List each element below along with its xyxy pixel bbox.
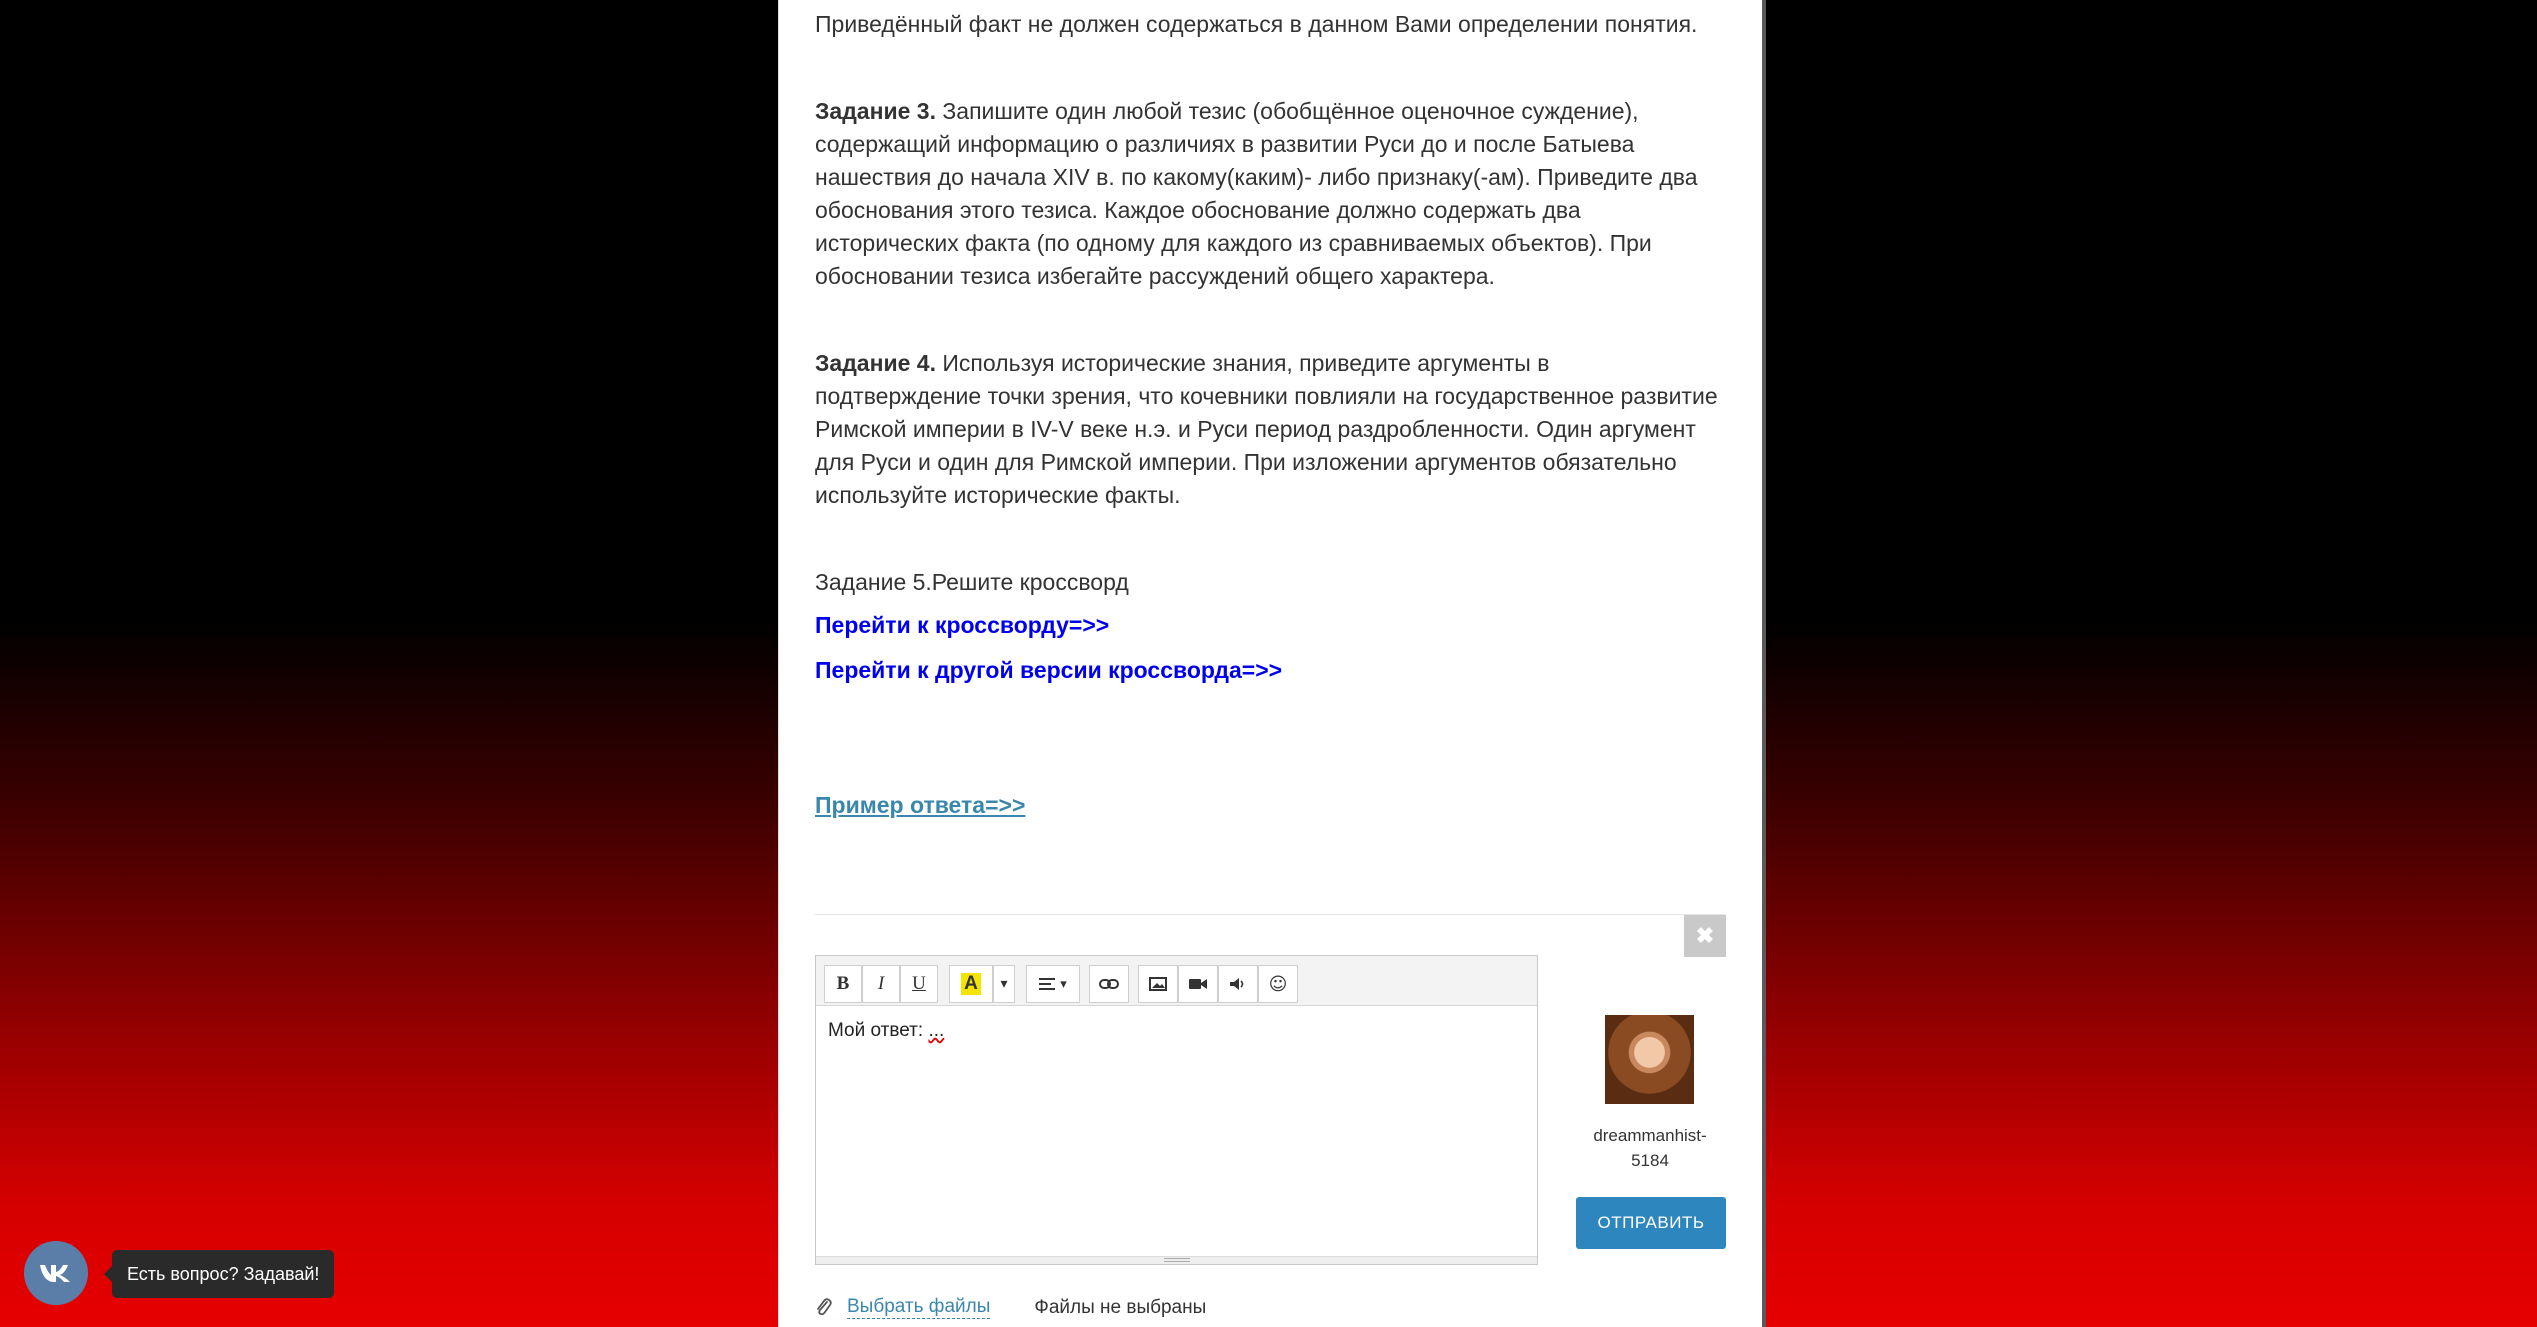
- bold-button[interactable]: B: [824, 965, 862, 1003]
- task-3-label: Задание 3.: [815, 98, 936, 124]
- editor-text: Мой ответ:: [828, 1020, 929, 1041]
- file-upload-row: [815, 1296, 1206, 1319]
- files-status: Файлы не выбраны: [1034, 1296, 1207, 1318]
- close-button[interactable]: ✖: [1684, 915, 1726, 957]
- choose-files-button[interactable]: Выбрать файлы: [847, 1296, 991, 1317]
- task-5: Задание 5.Решите кроссворд: [815, 569, 1129, 595]
- align-icon: [1039, 977, 1057, 991]
- image-icon: [1149, 977, 1167, 991]
- editor-textarea[interactable]: [816, 1006, 1537, 1056]
- speaker-icon: [1229, 977, 1247, 991]
- editor-toolbar: [816, 956, 1537, 1006]
- paperclip-icon: [815, 1297, 833, 1319]
- article-body: [815, 8, 1720, 822]
- highlight-dropdown-button[interactable]: ▾: [993, 965, 1015, 1003]
- avatar: [1605, 1015, 1694, 1104]
- crossword-alt-link[interactable]: Перейти к другой версии кроссворда=>>: [815, 657, 1283, 683]
- answer-editor[interactable]: [815, 955, 1538, 1265]
- crossword-link[interactable]: Перейти к кроссворду=>>: [815, 612, 1110, 638]
- right-rail: [1762, 0, 1766, 1327]
- highlight-icon: A: [961, 973, 981, 995]
- divider: [815, 914, 1725, 915]
- vk-chat-button[interactable]: [24, 1241, 88, 1305]
- task-4-label: Задание 4.: [815, 350, 936, 376]
- task-3: [815, 95, 1720, 293]
- link-icon: [1099, 978, 1119, 990]
- send-button[interactable]: ОТПРАВИТЬ: [1576, 1197, 1726, 1249]
- video-button[interactable]: [1178, 965, 1218, 1003]
- editor-text-misspelled: ...: [928, 1020, 945, 1041]
- align-button[interactable]: [1026, 965, 1080, 1003]
- resize-grip-icon: [1164, 1258, 1190, 1262]
- username: dreammanhist-5184: [1593, 1126, 1707, 1170]
- align-dropdown-arrow: ▾: [1060, 976, 1067, 991]
- link-button[interactable]: [1089, 965, 1129, 1003]
- audio-button[interactable]: [1218, 965, 1258, 1003]
- image-button[interactable]: [1138, 965, 1178, 1003]
- fact-note: Приведённый факт не должен содержаться в данном Вами определении понятия.: [815, 11, 1698, 37]
- editor-resize-handle[interactable]: [816, 1256, 1537, 1264]
- vk-tooltip: Есть вопрос? Задавай!: [112, 1250, 334, 1298]
- vk-logo-icon: [39, 1263, 73, 1283]
- emoji-button[interactable]: ☺: [1258, 965, 1298, 1003]
- task-3-text: Запишите один любой тезис (обобщённое оценочное суждение), содержащий информацию о различиях в развитии Руси до и после Батыева нашествия до начала XIV в. по какому(каким)- либо признаку(-ам). Приведите два обоснования этого тезиса. Каждое обоснование должно содержать два исторических факта (по одному для каждого из сравниваемых объектов). При обосновании тезиса избегайте рассуждений общего характера.: [815, 98, 1698, 289]
- task-4-text: Используя исторические знания, приведите аргументы в подтверждение точки зрения, что кочевники повлияли на государственное развитие Римской империи в IV-V веке н.э. и Руси период раздробленности. Один аргумент для Руси и один для Римской империи. При изложении аргументов обязательно используйте исторические факты.: [815, 350, 1718, 508]
- task-4: [815, 347, 1720, 512]
- example-answer-link[interactable]: Пример ответа=>>: [815, 792, 1026, 818]
- italic-button[interactable]: I: [862, 965, 900, 1003]
- video-camera-icon: [1188, 977, 1208, 991]
- highlight-color-button[interactable]: [949, 965, 993, 1003]
- underline-button[interactable]: U: [900, 965, 938, 1003]
